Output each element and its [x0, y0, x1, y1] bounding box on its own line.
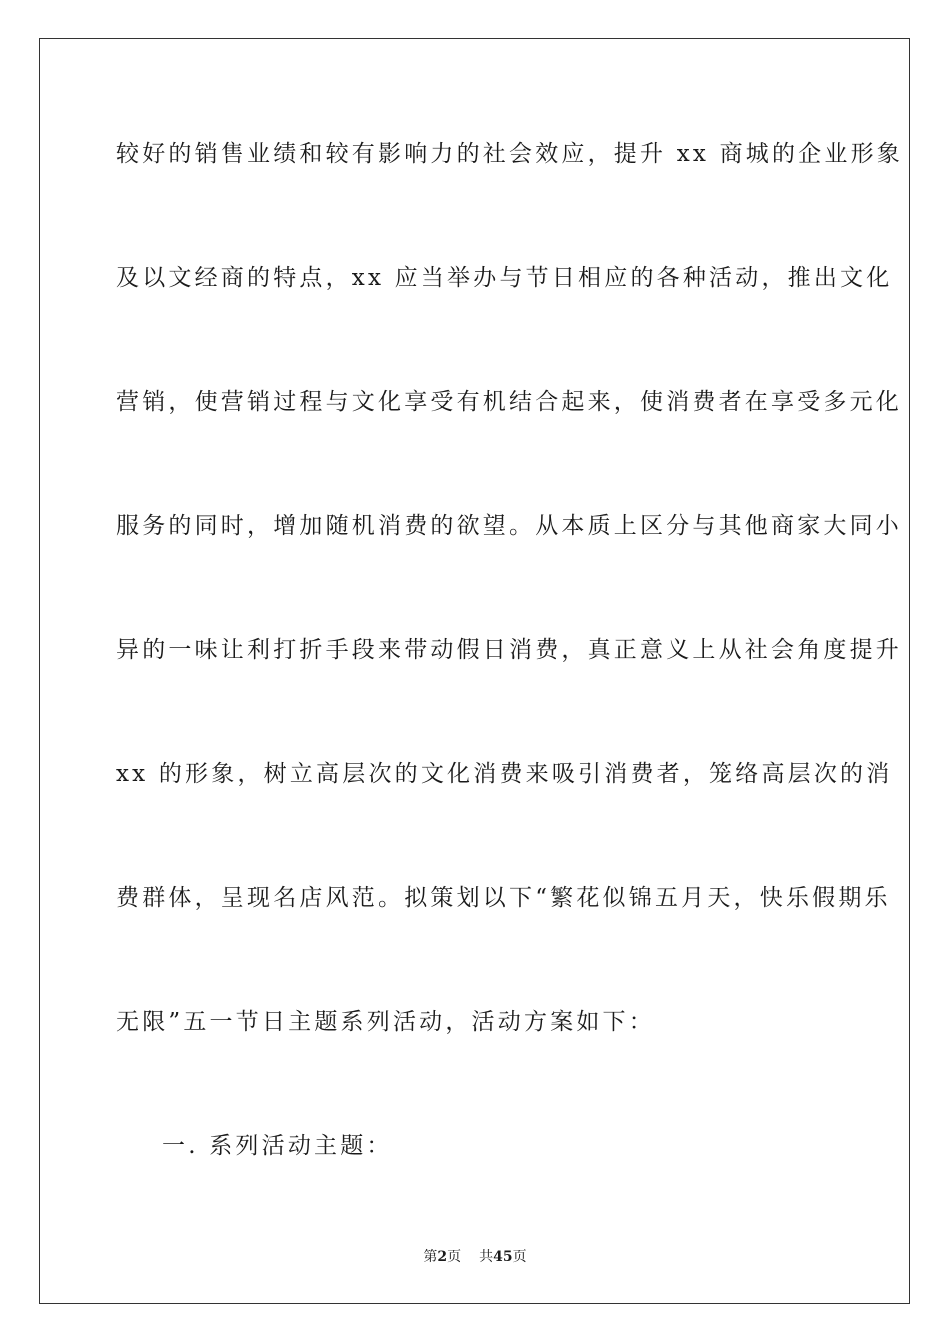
page-footer	[0, 1248, 950, 1266]
paragraph-line: 异的一味让利打折手段来带动假日消费，真正意义上从社会角度提升	[116, 637, 902, 663]
page-border	[39, 38, 910, 1304]
total-suffix: 页	[512, 1249, 527, 1265]
paragraph-line: 费群体，呈现名店风范。拟策划以下“繁花似锦五月天，快乐假期乐	[116, 885, 891, 911]
total-prefix: 共	[479, 1249, 494, 1265]
paragraph-line: 及以文经商的特点，xx 应当举办与节日相应的各种活动，推出文化	[116, 265, 893, 291]
paragraph-line: xx 的形象，树立高层次的文化消费来吸引消费者，笼络高层次的消	[116, 761, 893, 787]
page-suffix: 页	[447, 1249, 462, 1265]
paragraph-line: 服务的同时，增加随机消费的欲望。从本质上区分与其他商家大同小	[116, 513, 902, 539]
total-pages: 45	[493, 1249, 513, 1265]
page-prefix: 第	[423, 1249, 438, 1265]
paragraph-line: 较好的销售业绩和较有影响力的社会效应，提升 xx 商城的企业形象	[116, 141, 903, 167]
page-number: 2	[437, 1249, 448, 1265]
section-heading: 一. 系列活动主题：	[162, 1133, 393, 1159]
paragraph-line: 无限”五一节日主题系列活动，活动方案如下：	[116, 1009, 655, 1035]
paragraph-line: 营销，使营销过程与文化享受有机结合起来，使消费者在享受多元化	[116, 389, 902, 415]
